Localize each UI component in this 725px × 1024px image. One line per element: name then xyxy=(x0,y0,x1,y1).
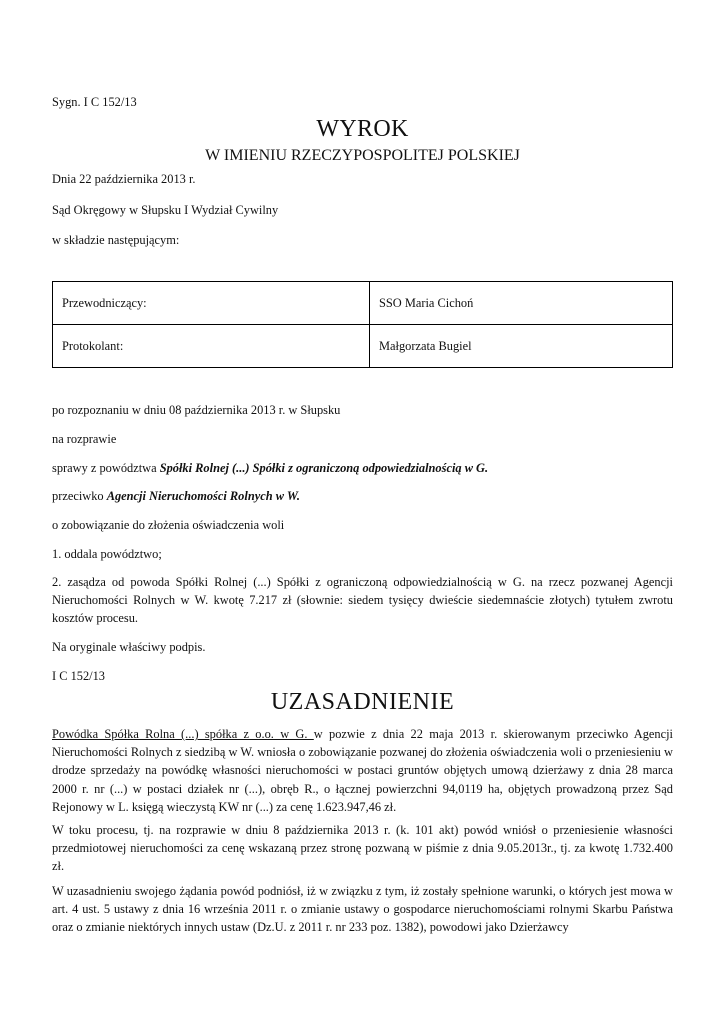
case-parties-defendant xyxy=(52,489,300,504)
court-name: Sąd Okręgowy w Słupsku I Wydział Cywilny xyxy=(52,203,279,217)
verdict-date: Dnia 22 października 2013 r. xyxy=(52,172,196,186)
panel-name: Małgorzata Bugiel xyxy=(370,325,673,368)
panel-role: Protokolant: xyxy=(53,325,370,368)
justification-title: UZASADNIENIE xyxy=(270,689,455,715)
verdict-point-1: 1. oddala powództwo; xyxy=(52,547,162,561)
justification-paragraph-2: W toku procesu, tj. na rozprawie w dniu 8 października 2013 r. (k. 101 akt) powód wniósł o przeniesienie własności przedmiotowej nieruchomości za cenę wskazaną przez stronę pozwaną w piśmie z dnia 9.05.2013r., tj. za kwotę 1.732.400 zł. xyxy=(52,823,673,874)
panel-name: SSO Maria Cichoń xyxy=(370,282,673,325)
panel-role: Przewodniczący: xyxy=(53,282,370,325)
case-prefix: sprawy z powództwa xyxy=(52,461,160,475)
hearing-info: po rozpoznaniu w dniu 08 października 2013 r. w Słupsku xyxy=(52,403,341,417)
against-prefix: przeciwko xyxy=(52,489,107,503)
verdict-point-2: 2. zasądza od powoda Spółki Rolnej (...) Spółki z ograniczoną odpowiedzialnością w G. na rzecz pozwanej Agencji Nieruchomości Rolnych w W. kwotę 7.217 zł (słownie: siedem tysięcy dwieście siedemnaście złotych) tytułem zwrotu kosztów procesu. xyxy=(52,575,673,626)
session-type: na rozprawie xyxy=(52,432,117,446)
paragraph-text: w pozwie z dnia 22 maja 2013 r. skierowanym przeciwko Agencji Nieruchomości Rolnych z siedzibą w W. wniosła o zobowiązanie pozwanej do złożenia oświadczenia woli o przeniesieniu w drodze sprzedaży na powódkę własności nieruchomości w postaci gruntów objętych umową dzierżawy z dnia 28 marca 2000 r. nr (...) w postaci działek nr (...), obręb R., o łącznej powierzchni 94,0119 ha, objętych prowadzoną przez Sąd Rejonowy w L. księgą wieczystą KW nr (...) za cenę 1.623.947,46 zł. xyxy=(52,727,673,814)
plaintiff-name: Spółki Rolnej (...) Spółki z ograniczoną odpowiedzialnością w G. xyxy=(159,461,489,475)
verdict-title: WYROK xyxy=(316,116,409,142)
justification-paragraph-1 xyxy=(52,725,673,816)
court-composition-table xyxy=(52,281,673,368)
table-row xyxy=(53,325,673,368)
justification-paragraph-3: W uzasadnieniu swojego żądania powód podniósł, iż w związku z tym, iż zostały spełnione warunki, o których jest mowa w art. 4 ust. 5 ustawy z dnia 16 września 2011 r. o zmianie ustawy o gospodarce nieruchomościami rolnymi Skarbu Państwa oraz o zmianie niektórych innych ustaw (Dz.U. z 2011 r. nr 233 poz. 1382), powodowi jako Dzierżawcy xyxy=(52,884,673,935)
case-signature: Sygn. I C 152/13 xyxy=(52,95,137,109)
verdict-subtitle: W IMIENIU RZECZYPOSPOLITEJ POLSKIEJ xyxy=(205,147,520,164)
table-row xyxy=(53,282,673,325)
composition-intro: w składzie następującym: xyxy=(52,233,180,247)
plaintiff-reference: Powódka Spółka Rolna (...) spółka z o.o. w G. xyxy=(52,727,314,741)
case-subject: o zobowiązanie do złożenia oświadczenia woli xyxy=(52,518,285,532)
case-signature-repeat: I C 152/13 xyxy=(52,669,106,683)
case-parties-plaintiff xyxy=(52,461,488,476)
original-note: Na oryginale właściwy podpis. xyxy=(52,640,206,654)
defendant-name: Agencji Nieruchomości Rolnych w W. xyxy=(106,489,301,503)
